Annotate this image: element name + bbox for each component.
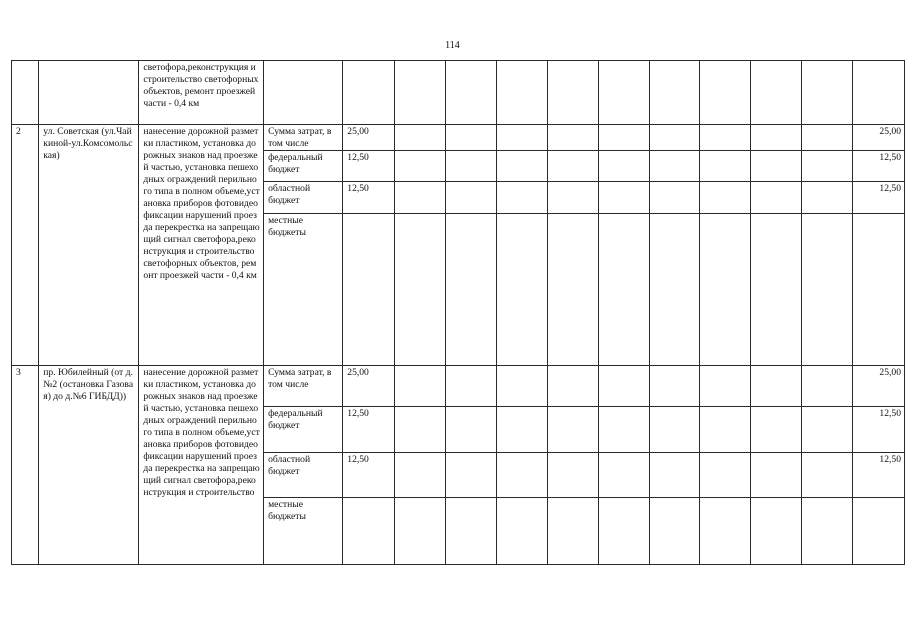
cell-empty bbox=[751, 125, 802, 151]
table-row bbox=[12, 366, 905, 407]
cell-empty bbox=[700, 61, 751, 125]
cell-empty bbox=[547, 366, 598, 407]
cell-empty bbox=[446, 61, 497, 125]
cell-empty bbox=[547, 151, 598, 182]
cell-empty bbox=[751, 366, 802, 407]
funding-source: федеральный бюджет bbox=[264, 151, 343, 182]
cell-empty bbox=[496, 366, 547, 407]
cell-empty bbox=[395, 407, 446, 453]
cell-empty bbox=[598, 151, 649, 182]
cell-empty bbox=[802, 407, 853, 453]
cell-empty bbox=[395, 125, 446, 151]
measure-description: нанесение дорожной разметки пластиком, установка дорожных знаков над проезжей частью, установка пешеходных ограждений перильного типа в полном объеме,установка приборов фотовидеофиксации нарушений проезда перекрестка на запрещающий сигнал светофора,реконструкция и строительство bbox=[139, 366, 264, 565]
cell-empty bbox=[446, 453, 497, 498]
cell-empty bbox=[446, 125, 497, 151]
cell-empty bbox=[700, 125, 751, 151]
cell-empty bbox=[395, 498, 446, 565]
funding-amount: 25,00 bbox=[343, 366, 395, 407]
cell-empty bbox=[496, 61, 547, 125]
cell-empty bbox=[547, 498, 598, 565]
cell-empty bbox=[598, 125, 649, 151]
cell-empty bbox=[751, 61, 802, 125]
funding-source: местные бюджеты bbox=[264, 214, 343, 366]
funding-total: 25,00 bbox=[853, 366, 905, 407]
cell-empty bbox=[802, 214, 853, 366]
cell-empty bbox=[547, 407, 598, 453]
funding-source: Сумма затрат, в том числе bbox=[264, 366, 343, 407]
cell-empty bbox=[649, 498, 700, 565]
funding-amount: 12,50 bbox=[343, 182, 395, 214]
cell-empty bbox=[446, 498, 497, 565]
street-name: ул. Советская (ул.Чайкиной-ул.Комсомольская) bbox=[39, 125, 139, 366]
cell-empty bbox=[751, 407, 802, 453]
cell-empty bbox=[598, 498, 649, 565]
cell-empty bbox=[802, 125, 853, 151]
cell-empty bbox=[598, 214, 649, 366]
funding-source: областной бюджет bbox=[264, 453, 343, 498]
cell-empty bbox=[802, 498, 853, 565]
funding-source: федеральный бюджет bbox=[264, 407, 343, 453]
cell-empty bbox=[446, 214, 497, 366]
cell-empty bbox=[649, 182, 700, 214]
cell-empty bbox=[751, 498, 802, 565]
cell-empty bbox=[700, 366, 751, 407]
cell-empty bbox=[446, 366, 497, 407]
cell-empty bbox=[853, 61, 905, 125]
funding-total: 12,50 bbox=[853, 182, 905, 214]
cell-empty bbox=[547, 125, 598, 151]
cell-empty bbox=[802, 182, 853, 214]
funding-amount: 12,50 bbox=[343, 151, 395, 182]
funding-amount: 12,50 bbox=[343, 453, 395, 498]
cell-empty bbox=[751, 151, 802, 182]
budget-table bbox=[11, 60, 905, 565]
cell-empty bbox=[802, 151, 853, 182]
cell-empty bbox=[547, 61, 598, 125]
funding-total: 12,50 bbox=[853, 151, 905, 182]
row-number: 2 bbox=[12, 125, 39, 366]
cell-empty bbox=[496, 453, 547, 498]
cell-empty bbox=[649, 366, 700, 407]
cell-empty bbox=[700, 214, 751, 366]
funding-amount: 12,50 bbox=[343, 407, 395, 453]
page-number: 114 bbox=[445, 40, 460, 51]
cell-empty bbox=[598, 453, 649, 498]
funding-total: 12,50 bbox=[853, 453, 905, 498]
cell-empty bbox=[395, 214, 446, 366]
table-row bbox=[12, 125, 905, 151]
cell-empty bbox=[343, 61, 395, 125]
cell-empty bbox=[802, 453, 853, 498]
measure-description: нанесение дорожной разметки пластиком, установка дорожных знаков над проезжей частью, установка пешеходных ограждений перильного типа в полном объеме,установка приборов фотовидеофиксации нарушений проезда перекрестка на запрещающий сигнал светофора,реконструкция и строительство светофорных объектов, ремонт проезжей части - 0,4 км bbox=[139, 125, 264, 366]
cell-empty bbox=[446, 151, 497, 182]
cell-empty bbox=[751, 214, 802, 366]
cell-empty bbox=[649, 214, 700, 366]
cell-empty bbox=[496, 125, 547, 151]
cell-empty bbox=[264, 61, 343, 125]
cell-empty bbox=[496, 407, 547, 453]
cell-empty bbox=[598, 61, 649, 125]
cell-empty bbox=[496, 498, 547, 565]
cell-empty bbox=[598, 407, 649, 453]
cell-empty bbox=[598, 366, 649, 407]
funding-source: местные бюджеты bbox=[264, 498, 343, 565]
cell-empty bbox=[547, 182, 598, 214]
cell-empty bbox=[395, 151, 446, 182]
funding-total bbox=[853, 498, 905, 565]
funding-total: 25,00 bbox=[853, 125, 905, 151]
cell-empty bbox=[446, 407, 497, 453]
cell-empty bbox=[700, 453, 751, 498]
funding-source: областной бюджет bbox=[264, 182, 343, 214]
cell-empty bbox=[395, 182, 446, 214]
cell-empty bbox=[395, 61, 446, 125]
cell-empty bbox=[547, 453, 598, 498]
street-name: пр. Юбилейный (от д.№2 (остановка Газовая) до д.№6 ГИБДД)) bbox=[39, 366, 139, 565]
cell-empty bbox=[649, 453, 700, 498]
cell-empty bbox=[12, 61, 39, 125]
cell-empty bbox=[700, 498, 751, 565]
cell-empty bbox=[39, 61, 139, 125]
cell-empty bbox=[700, 151, 751, 182]
table-row bbox=[12, 61, 905, 125]
cell-empty bbox=[802, 61, 853, 125]
cell-empty bbox=[649, 61, 700, 125]
cell-empty bbox=[751, 453, 802, 498]
funding-amount: 25,00 bbox=[343, 125, 395, 151]
cell-empty bbox=[649, 151, 700, 182]
cell-empty bbox=[547, 214, 598, 366]
cell-empty bbox=[496, 214, 547, 366]
cell-empty bbox=[598, 182, 649, 214]
cell-empty bbox=[496, 182, 547, 214]
cell-empty bbox=[802, 366, 853, 407]
funding-total: 12,50 bbox=[853, 407, 905, 453]
cell-empty bbox=[395, 366, 446, 407]
cell-empty bbox=[700, 182, 751, 214]
cell-empty bbox=[446, 182, 497, 214]
row-number: 3 bbox=[12, 366, 39, 565]
funding-amount bbox=[343, 214, 395, 366]
cell-empty bbox=[395, 453, 446, 498]
funding-amount bbox=[343, 498, 395, 565]
cell-empty bbox=[496, 151, 547, 182]
cell-empty bbox=[649, 407, 700, 453]
funding-source: Сумма затрат, в том числе bbox=[264, 125, 343, 151]
funding-total bbox=[853, 214, 905, 366]
cell-empty bbox=[751, 182, 802, 214]
cell-empty bbox=[700, 407, 751, 453]
cell-empty bbox=[649, 125, 700, 151]
measure-description: светофора,реконструкция и строительство светофорных объектов, ремонт проезжей части - 0,4 км bbox=[139, 61, 264, 125]
